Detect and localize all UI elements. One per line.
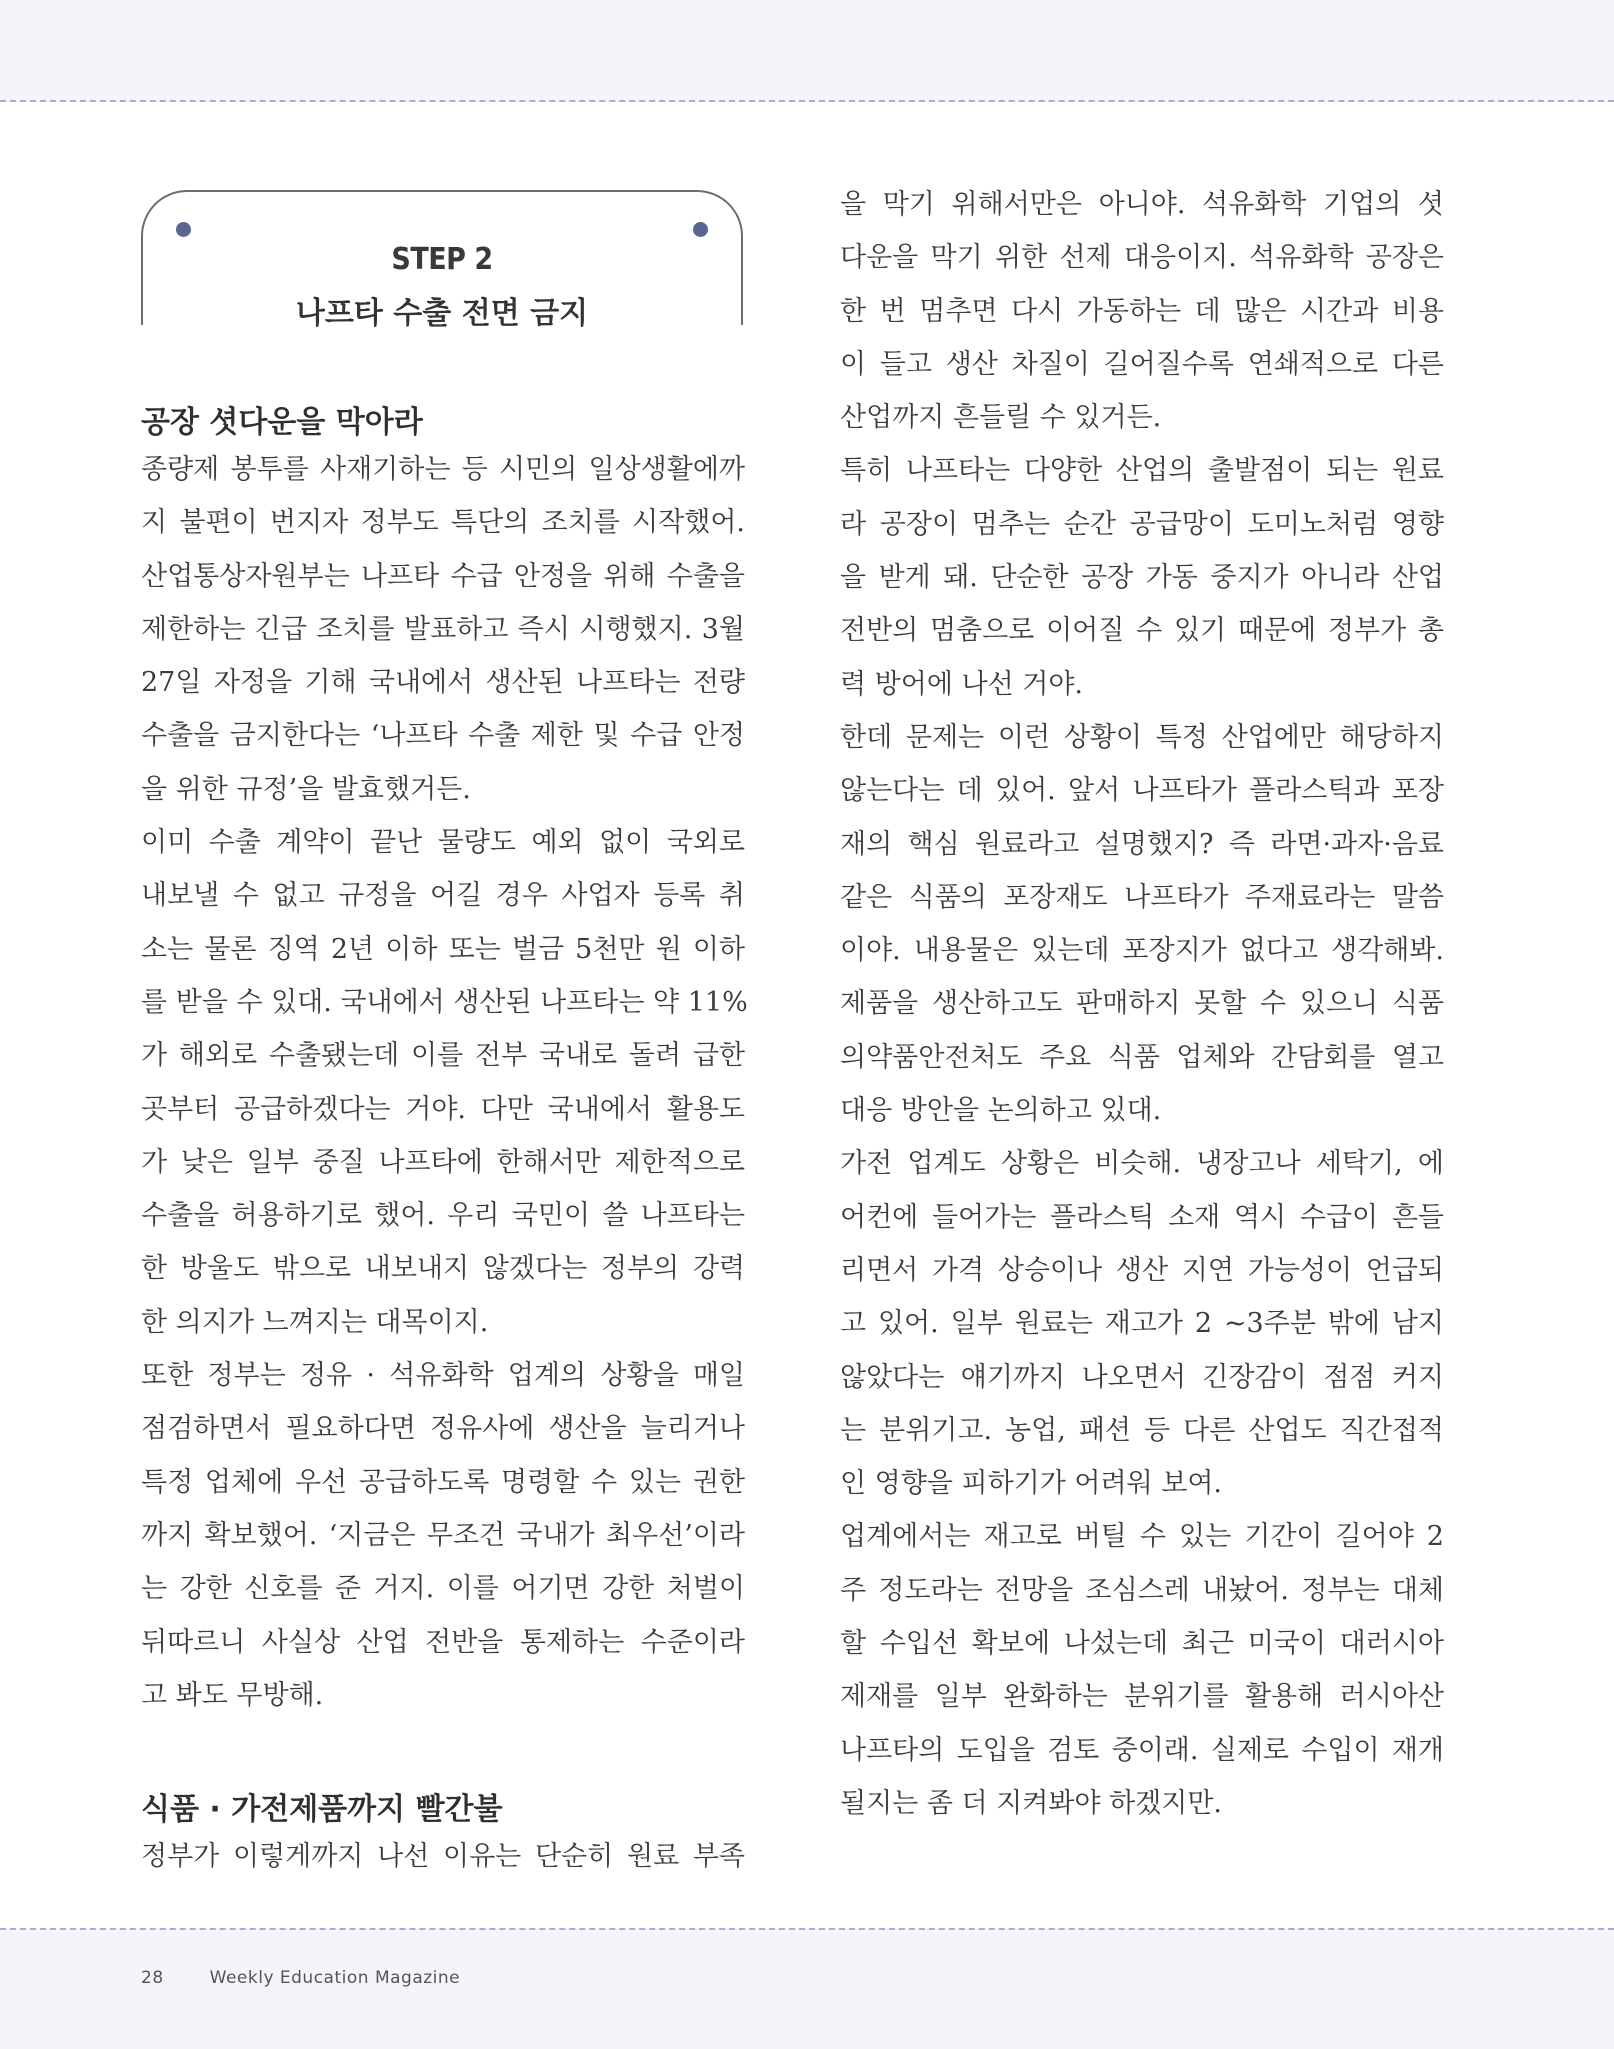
text-line: 않았다는 얘기까지 나오면서 긴장감이 점점 커지 — [840, 1361, 1444, 1393]
page-number: 28 — [141, 1968, 164, 1988]
text-line: 이야. 내용물은 있는데 포장지가 없다고 생각해봐. — [840, 935, 1444, 967]
text-line: 을 위한 규정’을 발효했거든. — [141, 773, 471, 805]
text-line: 산업까지 흔들릴 수 있거든. — [840, 402, 1162, 434]
text-line: 제품을 생산하고도 판매하지 못할 수 있으니 식품 — [840, 988, 1444, 1020]
bullet-dot-left — [176, 222, 191, 237]
text-line: 을 막기 위해서만은 아니야. 석유화학 기업의 셧 — [840, 189, 1444, 220]
text-line: 수출을 허용하기로 했어. 우리 국민이 쓸 나프타는 — [141, 1200, 745, 1232]
top-band — [0, 0, 1614, 102]
step-label: STEP 2 — [391, 242, 493, 277]
text-line: 산업통상자원부는 나프타 수급 안정을 위해 수출을 — [141, 560, 745, 592]
left-column-body — [141, 443, 748, 1722]
text-line: 한 의지가 느껴지는 대목이지. — [141, 1306, 489, 1338]
text-line: 않는다는 데 있어. 앞서 나프타가 플라스틱과 포장 — [840, 775, 1444, 807]
text-line: 특정 업체에 우선 공급하도록 명령할 수 있는 권한 — [141, 1466, 745, 1498]
text-line: 이 들고 생산 차질이 길어질수록 연쇄적으로 다른 — [840, 348, 1444, 380]
step-title: 나프타 수출 전면 금지 — [295, 296, 589, 331]
text-line: 의약품안전처도 주요 식품 업체와 간담회를 열고 — [840, 1041, 1444, 1073]
text-line: 점검하면서 필요하다면 정유사에 생산을 늘리거나 — [141, 1413, 745, 1445]
text-line: 같은 식품의 포장재도 나프타가 주재료라는 말씀 — [840, 881, 1444, 913]
text-line: 수출을 금지한다는 ‘나프타 수출 제한 및 수급 안정 — [141, 720, 745, 752]
text-line: 다운을 막기 위한 선제 대응이지. 석유화학 공장은 — [840, 242, 1444, 274]
text-line: 한데 문제는 이런 상황이 특정 산업에만 해당하지 — [840, 721, 1444, 753]
text-line: 정부가 이렇게까지 나선 이유는 단순히 원료 부족 — [141, 1841, 745, 1872]
text-line: 어컨에 들어가는 플라스틱 소재 역시 수급이 흔들 — [840, 1201, 1444, 1233]
bottom-band — [0, 1928, 1614, 2049]
text-line: 이미 수출 계약이 끝난 물량도 예외 없이 국외로 — [141, 827, 745, 859]
text-line: 를 받을 수 있대. 국내에서 생산된 나프타는 약 11% — [141, 986, 748, 1018]
text-line: 는 강한 신호를 준 거지. 이를 어기면 강한 처벌이 — [141, 1573, 745, 1605]
text-line: 가 해외로 수출됐는데 이를 전부 국내로 돌려 급한 — [141, 1040, 745, 1072]
footer — [141, 1968, 460, 1988]
right-column-body — [840, 178, 1444, 1830]
text-line: 고 있어. 일부 원료는 재고가 2 ~3주분 밖에 남지 — [840, 1308, 1444, 1340]
text-line: 라 공장이 멈추는 순간 공급망이 도미노처럼 영향 — [840, 508, 1444, 540]
text-line: 고 봐도 무방해. — [141, 1679, 324, 1711]
text-line: 한 번 멈추면 다시 가동하는 데 많은 시간과 비용 — [840, 295, 1444, 327]
text-line: 제한하는 긴급 조치를 발표하고 즉시 시행했지. 3월 — [141, 613, 745, 645]
text-line: 내보낼 수 없고 규정을 어길 경우 사업자 등록 취 — [141, 880, 745, 912]
text-line: 제재를 일부 완화하는 분위기를 활용해 러시아산 — [840, 1681, 1444, 1713]
text-line: 할 수입선 확보에 나섰는데 최근 미국이 대러시아 — [840, 1628, 1444, 1660]
text-line: 한 방울도 밖으로 내보내지 않겠다는 정부의 강력 — [141, 1253, 745, 1285]
text-line: 나프타의 도입을 검토 중이래. 실제로 수입이 재개 — [840, 1734, 1444, 1766]
text-line: 인 영향을 피하기가 어려워 보여. — [840, 1468, 1222, 1500]
text-line: 가 낮은 일부 중질 나프타에 한해서만 제한적으로 — [141, 1146, 745, 1178]
text-line: 을 받게 돼. 단순한 공장 가동 중지가 아니라 산업 — [840, 562, 1444, 594]
text-line: 전반의 멈춤으로 이어질 수 있기 때문에 정부가 총 — [840, 615, 1444, 647]
bullet-dot-right — [693, 222, 708, 237]
text-line: 될지는 좀 더 지켜봐야 하겠지만. — [840, 1787, 1222, 1819]
text-line: 곳부터 공급하겠다는 거야. 다만 국내에서 활용도 — [141, 1093, 745, 1125]
text-line: 뒤따르니 사실상 산업 전반을 통제하는 수준이라 — [141, 1626, 745, 1658]
step-box — [141, 190, 743, 331]
text-line: 소는 물론 징역 2년 이하 또는 벌금 5천만 원 이하 — [141, 933, 745, 965]
text-line: 또한 정부는 정유 · 석유화학 업계의 상황을 매일 — [141, 1360, 745, 1392]
left-column-body-continued — [141, 1830, 745, 1883]
text-line: 재의 핵심 원료라고 설명했지? 즉 라면·과자·음료 — [840, 828, 1444, 860]
section-heading-1: 공장 셧다운을 막아라 — [141, 405, 423, 440]
section-heading-2: 식품 · 가전제품까지 빨간불 — [141, 1792, 503, 1827]
text-line: 특히 나프타는 다양한 산업의 출발점이 되는 원료 — [840, 455, 1444, 487]
text-line: 27일 자정을 기해 국내에서 생산된 나프타는 전량 — [141, 667, 745, 699]
magazine-name: Weekly Education Magazine — [209, 1968, 461, 1988]
text-line: 는 분위기고. 농업, 패션 등 다른 산업도 직간접적 — [840, 1414, 1444, 1446]
text-line: 리면서 가격 상승이나 생산 지연 가능성이 언급되 — [840, 1254, 1444, 1286]
text-line: 종량제 봉투를 사재기하는 등 시민의 일상생활에까 — [141, 454, 745, 485]
text-line: 가전 업계도 상황은 비슷해. 냉장고나 세탁기, 에 — [840, 1148, 1444, 1180]
text-line: 까지 확보했어. ‘지금은 무조건 국내가 최우선’이라 — [141, 1519, 745, 1551]
text-line: 업계에서는 재고로 버틸 수 있는 기간이 길어야 2 — [840, 1521, 1444, 1553]
text-line: 대응 방안을 논의하고 있대. — [840, 1095, 1162, 1127]
text-line: 력 방어에 나선 거야. — [840, 668, 1083, 700]
text-line: 주 정도라는 전망을 조심스레 내놨어. 정부는 대체 — [840, 1574, 1444, 1606]
text-line: 지 불편이 번지자 정부도 특단의 조치를 시작했어. — [141, 507, 745, 539]
